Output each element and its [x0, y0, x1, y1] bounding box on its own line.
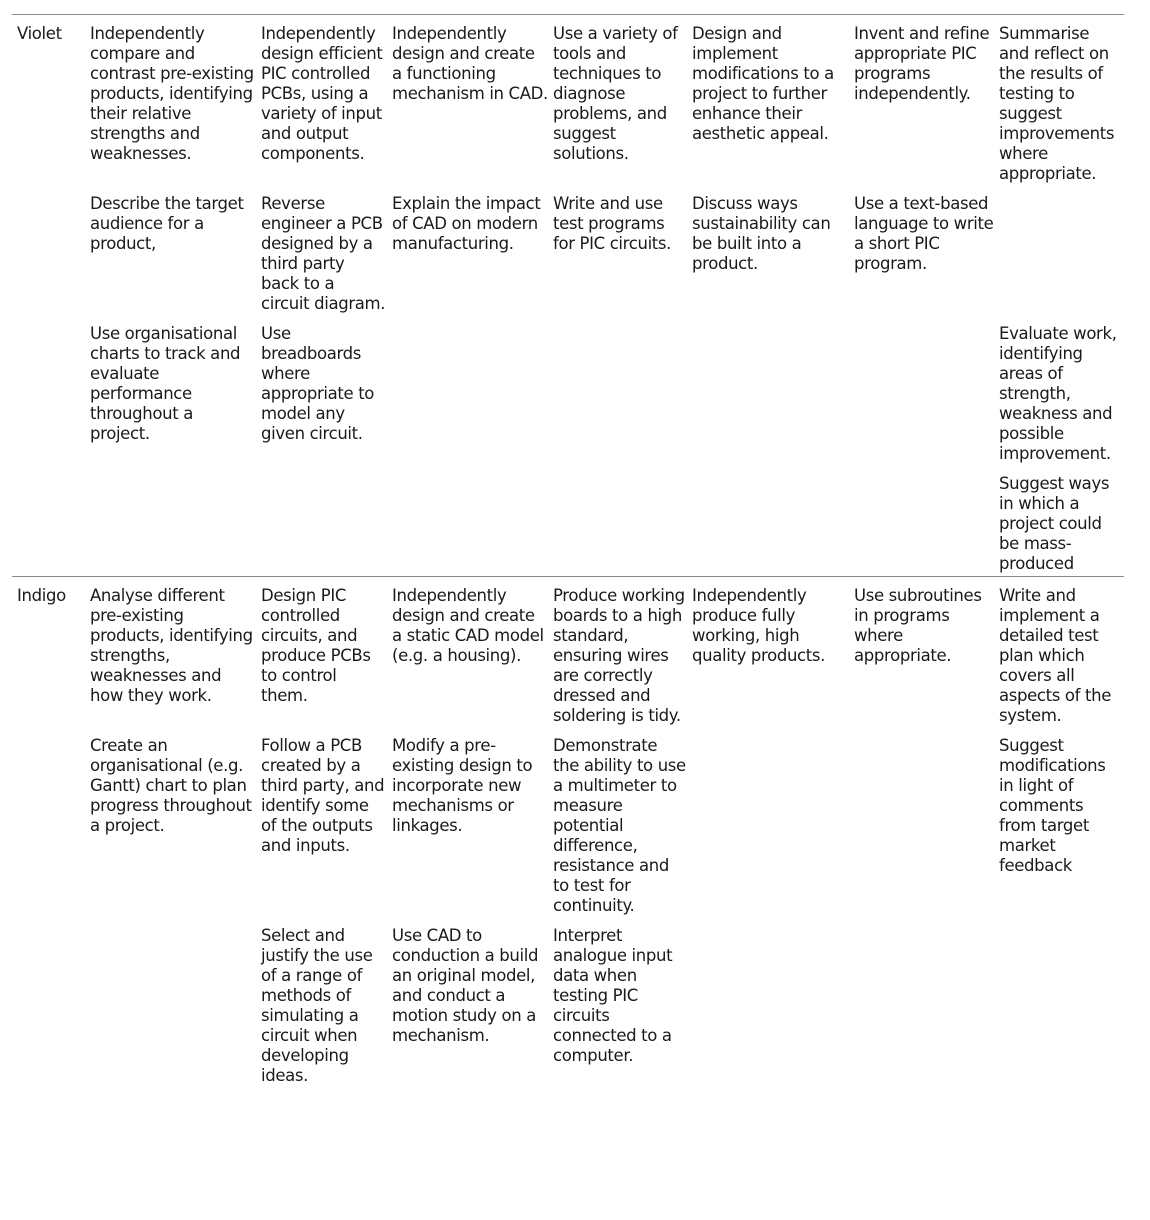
table-cell	[548, 315, 687, 465]
cell-text: Use organisational charts to track and evaluate performance throughout a project.	[90, 324, 241, 443]
cell-text: Evaluate work, identifying areas of strength, weakness and possible improvement.	[999, 324, 1117, 463]
cell-text: Use breadboards where appropriate to model any given circuit.	[261, 324, 375, 443]
table-cell	[548, 15, 687, 186]
cell-text: Design PIC controlled circuits, and produce PCBs to control them.	[261, 586, 371, 705]
cell-text: Describe the target audience for a product,	[90, 194, 244, 253]
table-cell	[85, 185, 256, 315]
table-cell	[548, 577, 687, 728]
table-cell	[994, 185, 1124, 315]
cell-text: Modify a pre-existing design to incorporate new mechanisms or linkages.	[392, 736, 533, 835]
skills-table	[12, 14, 1124, 1087]
table-cell	[256, 185, 387, 315]
cell-text: Create an organisational (e.g. Gantt) chart to plan progress throughout a project.	[90, 736, 252, 835]
table-cell	[548, 185, 687, 315]
table-row	[12, 465, 1124, 577]
table-cell	[994, 577, 1124, 728]
cell-text: Independently design and create a static CAD model (e.g. a housing).	[392, 586, 544, 665]
table-cell	[849, 315, 994, 465]
table-cell	[687, 727, 849, 917]
table-cell	[687, 185, 849, 315]
table-cell	[994, 727, 1124, 917]
table-cell	[994, 315, 1124, 465]
cell-text: Demonstrate the ability to use a multimeter to measure potential difference, resistance and to test for continuity.	[553, 736, 686, 915]
cell-text: Independently design efficient PIC controlled PCBs, using a variety of input and output components.	[261, 24, 383, 163]
cell-text: Use CAD to conduction a build an original model, and conduct a motion study on a mechanism.	[392, 926, 539, 1045]
table-cell	[85, 465, 256, 577]
cell-text: Write and use test programs for PIC circuits.	[553, 194, 672, 253]
table-cell	[387, 15, 548, 186]
cell-text: Follow a PCB created by a third party, and identify some of the outputs and inputs.	[261, 736, 385, 855]
table-cell	[548, 727, 687, 917]
table-cell	[548, 917, 687, 1087]
table-cell	[387, 315, 548, 465]
table-cell	[687, 917, 849, 1087]
table-cell	[994, 465, 1124, 577]
table-cell	[256, 577, 387, 728]
table-cell	[548, 465, 687, 577]
table-cell	[85, 315, 256, 465]
table-cell	[687, 465, 849, 577]
table-row	[12, 315, 1124, 465]
table-row	[12, 185, 1124, 315]
cell-text: Analyse different pre-existing products, identifying strengths, weaknesses and how they work.	[90, 586, 253, 705]
cell-text: Explain the impact of CAD on modern manufacturing.	[392, 194, 541, 253]
table-cell	[849, 15, 994, 186]
band-label-violet	[12, 15, 85, 577]
cell-text: Independently compare and contrast pre-existing products, identifying their relative strengths and weaknesses.	[90, 24, 254, 163]
table-cell	[994, 917, 1124, 1087]
cell-text: Write and implement a detailed test plan which covers all aspects of the system.	[999, 586, 1112, 725]
table-cell	[687, 315, 849, 465]
table-cell	[85, 15, 256, 186]
table-cell	[256, 15, 387, 186]
table-cell	[387, 465, 548, 577]
table-cell	[849, 727, 994, 917]
table-cell	[849, 465, 994, 577]
band-label-indigo	[12, 577, 85, 1088]
table-cell	[849, 185, 994, 315]
table-cell	[85, 917, 256, 1087]
table-cell	[256, 315, 387, 465]
cell-text: Suggest ways in which a project could be mass-produced	[999, 474, 1110, 573]
table-cell	[387, 917, 548, 1087]
table-cell	[256, 465, 387, 577]
cell-text: Invent and refine appropriate PIC programs independently.	[854, 24, 990, 103]
cell-text: Reverse engineer a PCB designed by a third party back to a circuit diagram.	[261, 194, 386, 313]
table-cell	[687, 577, 849, 728]
cell-text: Interpret analogue input data when testing PIC circuits connected to a computer.	[553, 926, 673, 1065]
cell-text: Select and justify the use of a range of methods of simulating a circuit when developing ideas.	[261, 926, 373, 1085]
band-label-text: Violet	[17, 24, 62, 43]
band-label-text: Indigo	[17, 586, 66, 605]
table-cell	[256, 727, 387, 917]
table-cell	[994, 15, 1124, 186]
cell-text: Discuss ways sustainability can be built into a product.	[692, 194, 831, 273]
cell-text: Independently design and create a functioning mechanism in CAD.	[392, 24, 548, 103]
table-cell	[387, 727, 548, 917]
cell-text: Use subroutines in programs where appropriate.	[854, 586, 982, 665]
table-cell	[849, 577, 994, 728]
table-row	[12, 577, 1124, 728]
table-cell	[387, 185, 548, 315]
table-cell	[85, 727, 256, 917]
table-row	[12, 727, 1124, 917]
cell-text: Use a variety of tools and techniques to diagnose problems, and suggest solutions.	[553, 24, 678, 163]
cell-text: Suggest modifications in light of comments from target market feedback	[999, 736, 1106, 875]
cell-text: Summarise and reflect on the results of testing to suggest improvements where appropriate.	[999, 24, 1115, 183]
table-cell	[85, 577, 256, 728]
table-cell	[387, 577, 548, 728]
cell-text: Use a text-based language to write a short PIC program.	[854, 194, 994, 273]
cell-text: Independently produce fully working, high quality products.	[692, 586, 826, 665]
cell-text: Produce working boards to a high standard, ensuring wires are correctly dressed and soldering is tidy.	[553, 586, 685, 725]
cell-text: Design and implement modifications to a project to further enhance their aesthetic appeal.	[692, 24, 834, 143]
table-cell	[849, 917, 994, 1087]
table-row	[12, 917, 1124, 1087]
table-cell	[256, 917, 387, 1087]
table-cell	[687, 15, 849, 186]
table-row	[12, 15, 1124, 186]
